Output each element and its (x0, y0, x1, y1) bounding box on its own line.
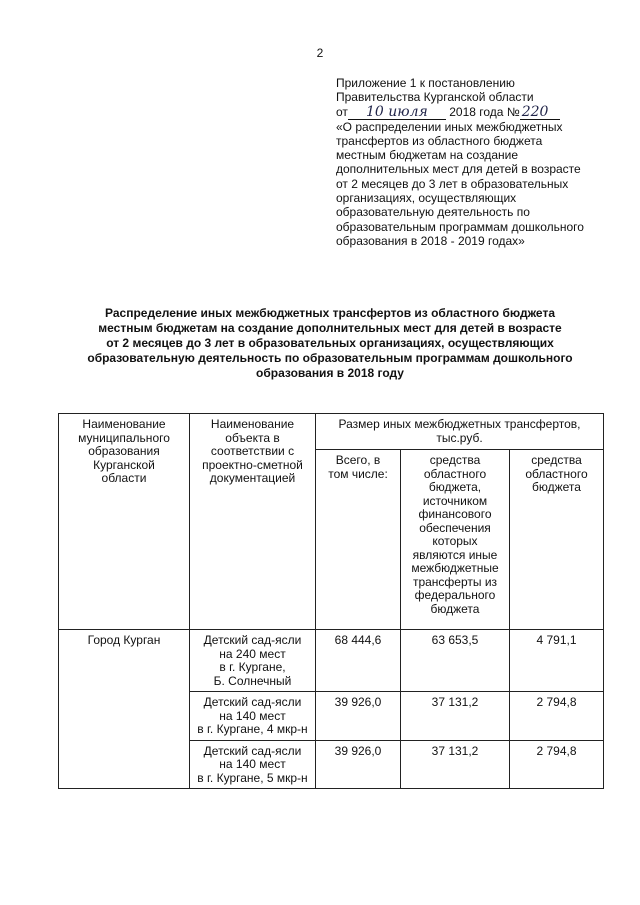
total-cell: 39 926,0 (316, 692, 401, 741)
total-cell: 68 444,6 (316, 630, 401, 692)
object-cell: Детский сад-ясли на 240 мест в г. Кургане, Б. Солнечный (190, 630, 316, 692)
document-title (60, 306, 600, 381)
title-line: образовательную деятельность по образовательным программам дошкольного (87, 351, 573, 365)
header-transfer-size: Размер иных межбюджетных трансфертов, тыс.руб. (316, 414, 604, 450)
object-cell: Детский сад-ясли на 140 мест в г. Кургане, 5 мкр-н (190, 740, 316, 789)
annex-subject-line: организациях, осуществляющих (336, 191, 517, 206)
federal-cell: 37 131,2 (401, 740, 510, 789)
municipality-cell: Город Курган (59, 630, 190, 789)
annex-subject-line: «О распределении иных межбюджетных (336, 119, 563, 134)
subheader-federal-source: средства областного бюджета, источником финансового обеспечения которых являются иные межбюджетные трансферты из федерального бюджета (401, 450, 510, 630)
page-number: 2 (316, 46, 324, 60)
federal-cell: 37 131,2 (401, 692, 510, 741)
annex-subject-line: образовательным программам дошкольного (336, 219, 584, 234)
subheader-total: Всего, в том числе: (316, 450, 401, 630)
federal-cell: 63 653,5 (401, 630, 510, 692)
annex-header (336, 76, 626, 248)
annex-subject-line: дополнительных мест для детей в возрасте (336, 162, 581, 177)
annex-subject-line: трансфертов из областного бюджета (336, 133, 543, 148)
date-prefix: от (336, 104, 348, 119)
annex-subject-line: образовательную деятельность по (336, 205, 530, 220)
annex-date-line (336, 105, 626, 120)
table-row (59, 630, 604, 692)
subheader-regional: средства областного бюджета (510, 450, 604, 630)
title-line: Распределение иных межбюджетных трансфертов из областного бюджета (105, 306, 555, 320)
header-municipality: Наименование муниципального образования Курганской области (59, 414, 190, 630)
total-cell: 39 926,0 (316, 740, 401, 789)
title-line: от 2 месяцев до 3 лет в образовательных организациях, осуществляющих (106, 336, 554, 350)
handwritten-date: 10 июля (348, 105, 446, 120)
title-line: местным бюджетам на создание дополнительных мест для детей в возрасте (98, 321, 562, 335)
transfers-table (58, 413, 604, 789)
handwritten-number: 220 (520, 105, 560, 120)
annex-line: Приложение 1 к постановлению (336, 76, 515, 90)
regional-cell: 2 794,8 (510, 692, 604, 741)
date-suffix: 2018 года (449, 104, 504, 119)
annex-subject-line: от 2 месяцев до 3 лет в образовательных (336, 176, 569, 191)
title-line: образования в 2018 году (256, 366, 404, 380)
number-sign: № (506, 104, 520, 119)
regional-cell: 2 794,8 (510, 740, 604, 789)
annex-line: Правительства Курганской области (336, 90, 534, 105)
regional-cell: 4 791,1 (510, 630, 604, 692)
header-object: Наименование объекта в соответствии с проектно-сметной документацией (190, 414, 316, 630)
header-row (59, 414, 604, 450)
object-cell: Детский сад-ясли на 140 мест в г. Кургане, 4 мкр-н (190, 692, 316, 741)
annex-subject-line: образования в 2018 - 2019 годах» (336, 233, 525, 248)
annex-subject-line: местным бюджетам на создание (336, 148, 519, 163)
